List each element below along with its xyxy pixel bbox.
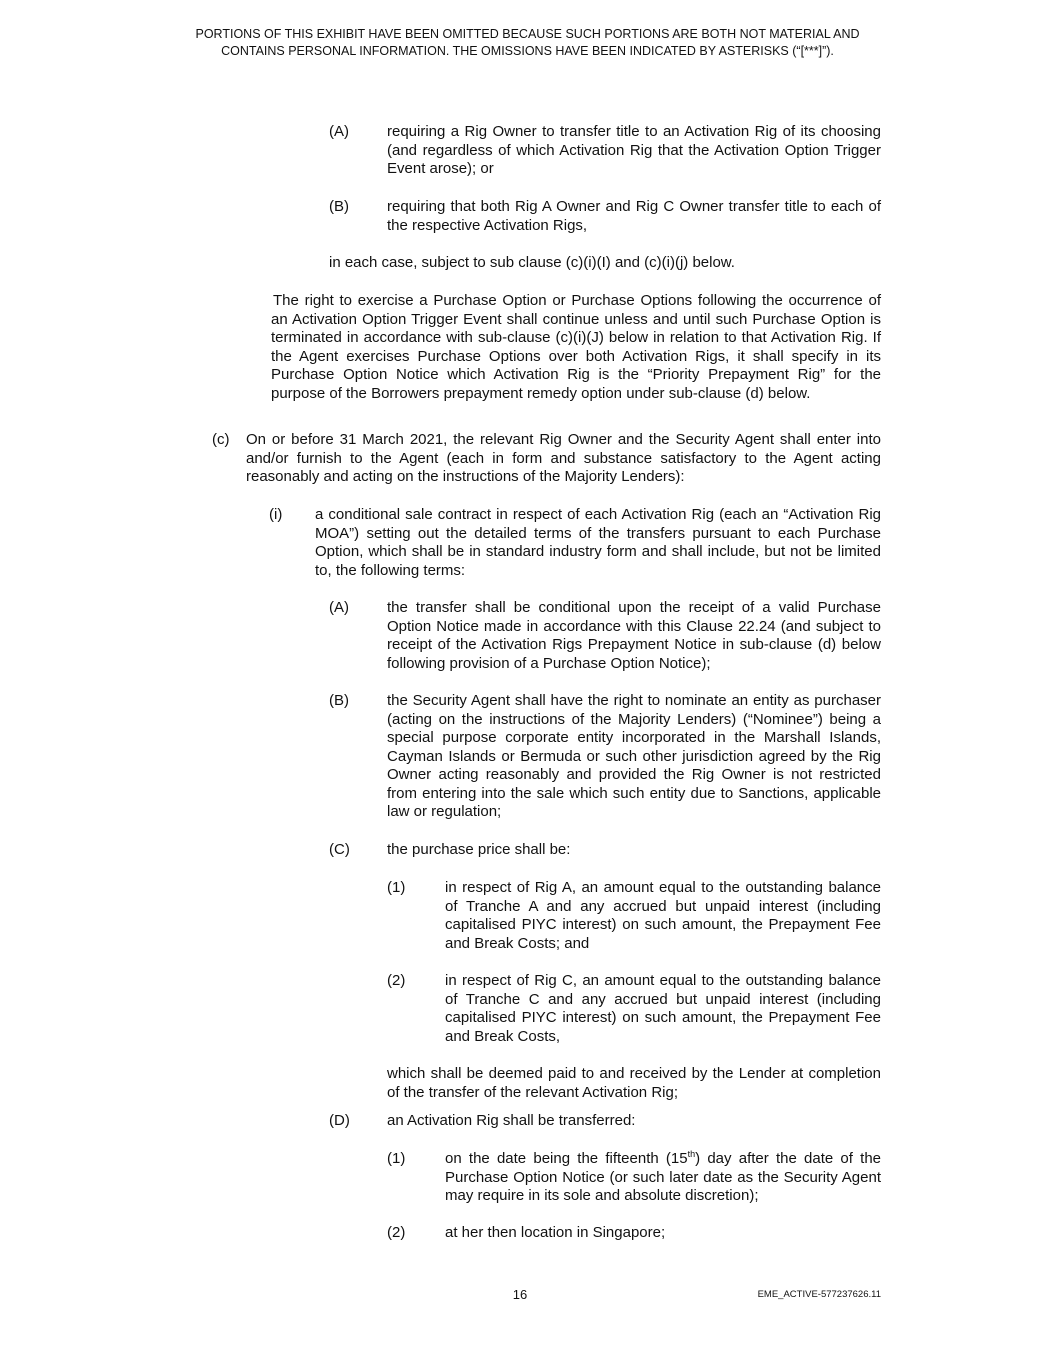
omission-legend xyxy=(60,26,995,60)
paragraph-a-transfer-title: requiring a Rig Owner to transfer title to an Activation Rig of its choosing (and regardless of which Activation Rig that the Activation Option Trigger Event arose); or xyxy=(387,123,881,177)
item-label-2-2: (2) xyxy=(387,1224,406,1241)
paragraph-b-nominee: the Security Agent shall have the right to nominate an entity as purchaser (acting on the instructions of the Majority Lenders) (“Nominee”) being a special purpose corporate entity incorporated in the Marshall Islands, Cayman Islands or Bermuda or such other jurisdiction agreed by the Rig Owner acting reasonably and provided the Rig Owner is not restricted from entering into the sale which such entity due to Sanctions, applicable law or regulation; xyxy=(387,692,881,820)
page-number: 16 xyxy=(512,1287,528,1302)
paragraph-d-transferred: an Activation Rig shall be transferred: xyxy=(387,1112,636,1129)
paragraph-i-conditional-sale: a conditional sale contract in respect of each Activation Rig (each an “Activation Rig MOA”) setting out the detailed terms of the transfers pursuant to each Purchase Option, which shall be in standard industry form and shall include, but not be limited to, the following terms: xyxy=(315,506,881,579)
paragraph-2-rig-c: in respect of Rig C, an amount equal to the outstanding balance of Tranche C and any accrued but unpaid interest (including capitalised PIYC interest) on such amount, the Prepayment Fee and Break Costs, xyxy=(445,972,881,1045)
paragraph-1-rig-a: in respect of Rig A, an amount equal to the outstanding balance of Tranche A and any accrued but unpaid interest (including capitalised PIYC interest) on such amount, the Prepayment Fee and Break Costs; and xyxy=(445,879,881,952)
paragraph-a-transfer-conditional: the transfer shall be conditional upon the receipt of a valid Purchase Option Notice made in accordance with this Clause 22.24 (and subject to receipt of the Activation Rigs Prepayment Notice in sub-clause (d) below following provision of a Purchase Option Notice); xyxy=(387,599,881,672)
paragraph-1-fifteenth-day xyxy=(445,1150,881,1206)
item-label-a: (A) xyxy=(329,123,349,140)
item-label-b-2: (B) xyxy=(329,692,349,709)
item-label-c-2: (C) xyxy=(329,841,350,858)
paragraph-deemed-paid: which shall be deemed paid to and received by the Lender at completion of the transfer of the relevant Activation Rig; xyxy=(387,1065,881,1101)
item-label-a-2: (A) xyxy=(329,599,349,616)
document-reference: EME_ACTIVE-577237626.11 xyxy=(757,1289,881,1300)
ordinal-suffix: th xyxy=(687,1149,696,1159)
paragraph-2-singapore: at her then location in Singapore; xyxy=(445,1224,666,1241)
paragraph-right-to-exercise: The right to exercise a Purchase Option or Purchase Options following the occurrence of an Activation Option Trigger Event shall continue unless and until such Purchase Option is terminated in accordance with sub-clause (c)(i)(J) below in relation to that Activation Rig. If the Agent exercises Purchase Options over both Activation Rigs, it shall specify in its Purchase Option Notice which Activation Rig is the “Priority Prepayment Rig” for the purpose of the Borrowers prepayment remedy option under sub-clause (d) below. xyxy=(271,292,881,402)
item-label-i: (i) xyxy=(269,506,283,523)
item-label-d: (D) xyxy=(329,1112,350,1129)
fifteenth-text-before: on the date being the fifteenth (15 xyxy=(445,1150,688,1167)
legend-line-2: CONTAINS PERSONAL INFORMATION. THE OMISSIONS HAVE BEEN INDICATED BY ASTERISKS (“[***]”). xyxy=(221,44,834,58)
paragraph-c-purchase-price: the purchase price shall be: xyxy=(387,841,571,858)
item-label-c: (c) xyxy=(212,431,230,448)
item-label-2: (2) xyxy=(387,972,406,989)
item-label-1-2: (1) xyxy=(387,1150,406,1167)
paragraph-b-both-rigs: requiring that both Rig A Owner and Rig C Owner transfer title to each of the respective Activation Rigs, xyxy=(387,198,881,234)
item-label-b: (B) xyxy=(329,198,349,215)
fifteenth-text-after: ) day after the date of the Purchase Option Notice (or such later date as the Security Agent may require in its sole and absolute discretion); xyxy=(445,1150,881,1204)
legend-line-1: PORTIONS OF THIS EXHIBIT HAVE BEEN OMITTED BECAUSE SUCH PORTIONS ARE BOTH NOT MATERIAL AND xyxy=(195,27,860,41)
paragraph-c-on-or-before: On or before 31 March 2021, the relevant Rig Owner and the Security Agent shall enter into and/or furnish to the Agent (each in form and substance satisfactory to the Agent acting reasonably and acting on the instructions of the Majority Lenders): xyxy=(246,431,881,485)
paragraph-each-case: in each case, subject to sub clause (c)(i)(I) and (c)(i)(j) below. xyxy=(329,254,735,271)
item-label-1: (1) xyxy=(387,879,406,896)
